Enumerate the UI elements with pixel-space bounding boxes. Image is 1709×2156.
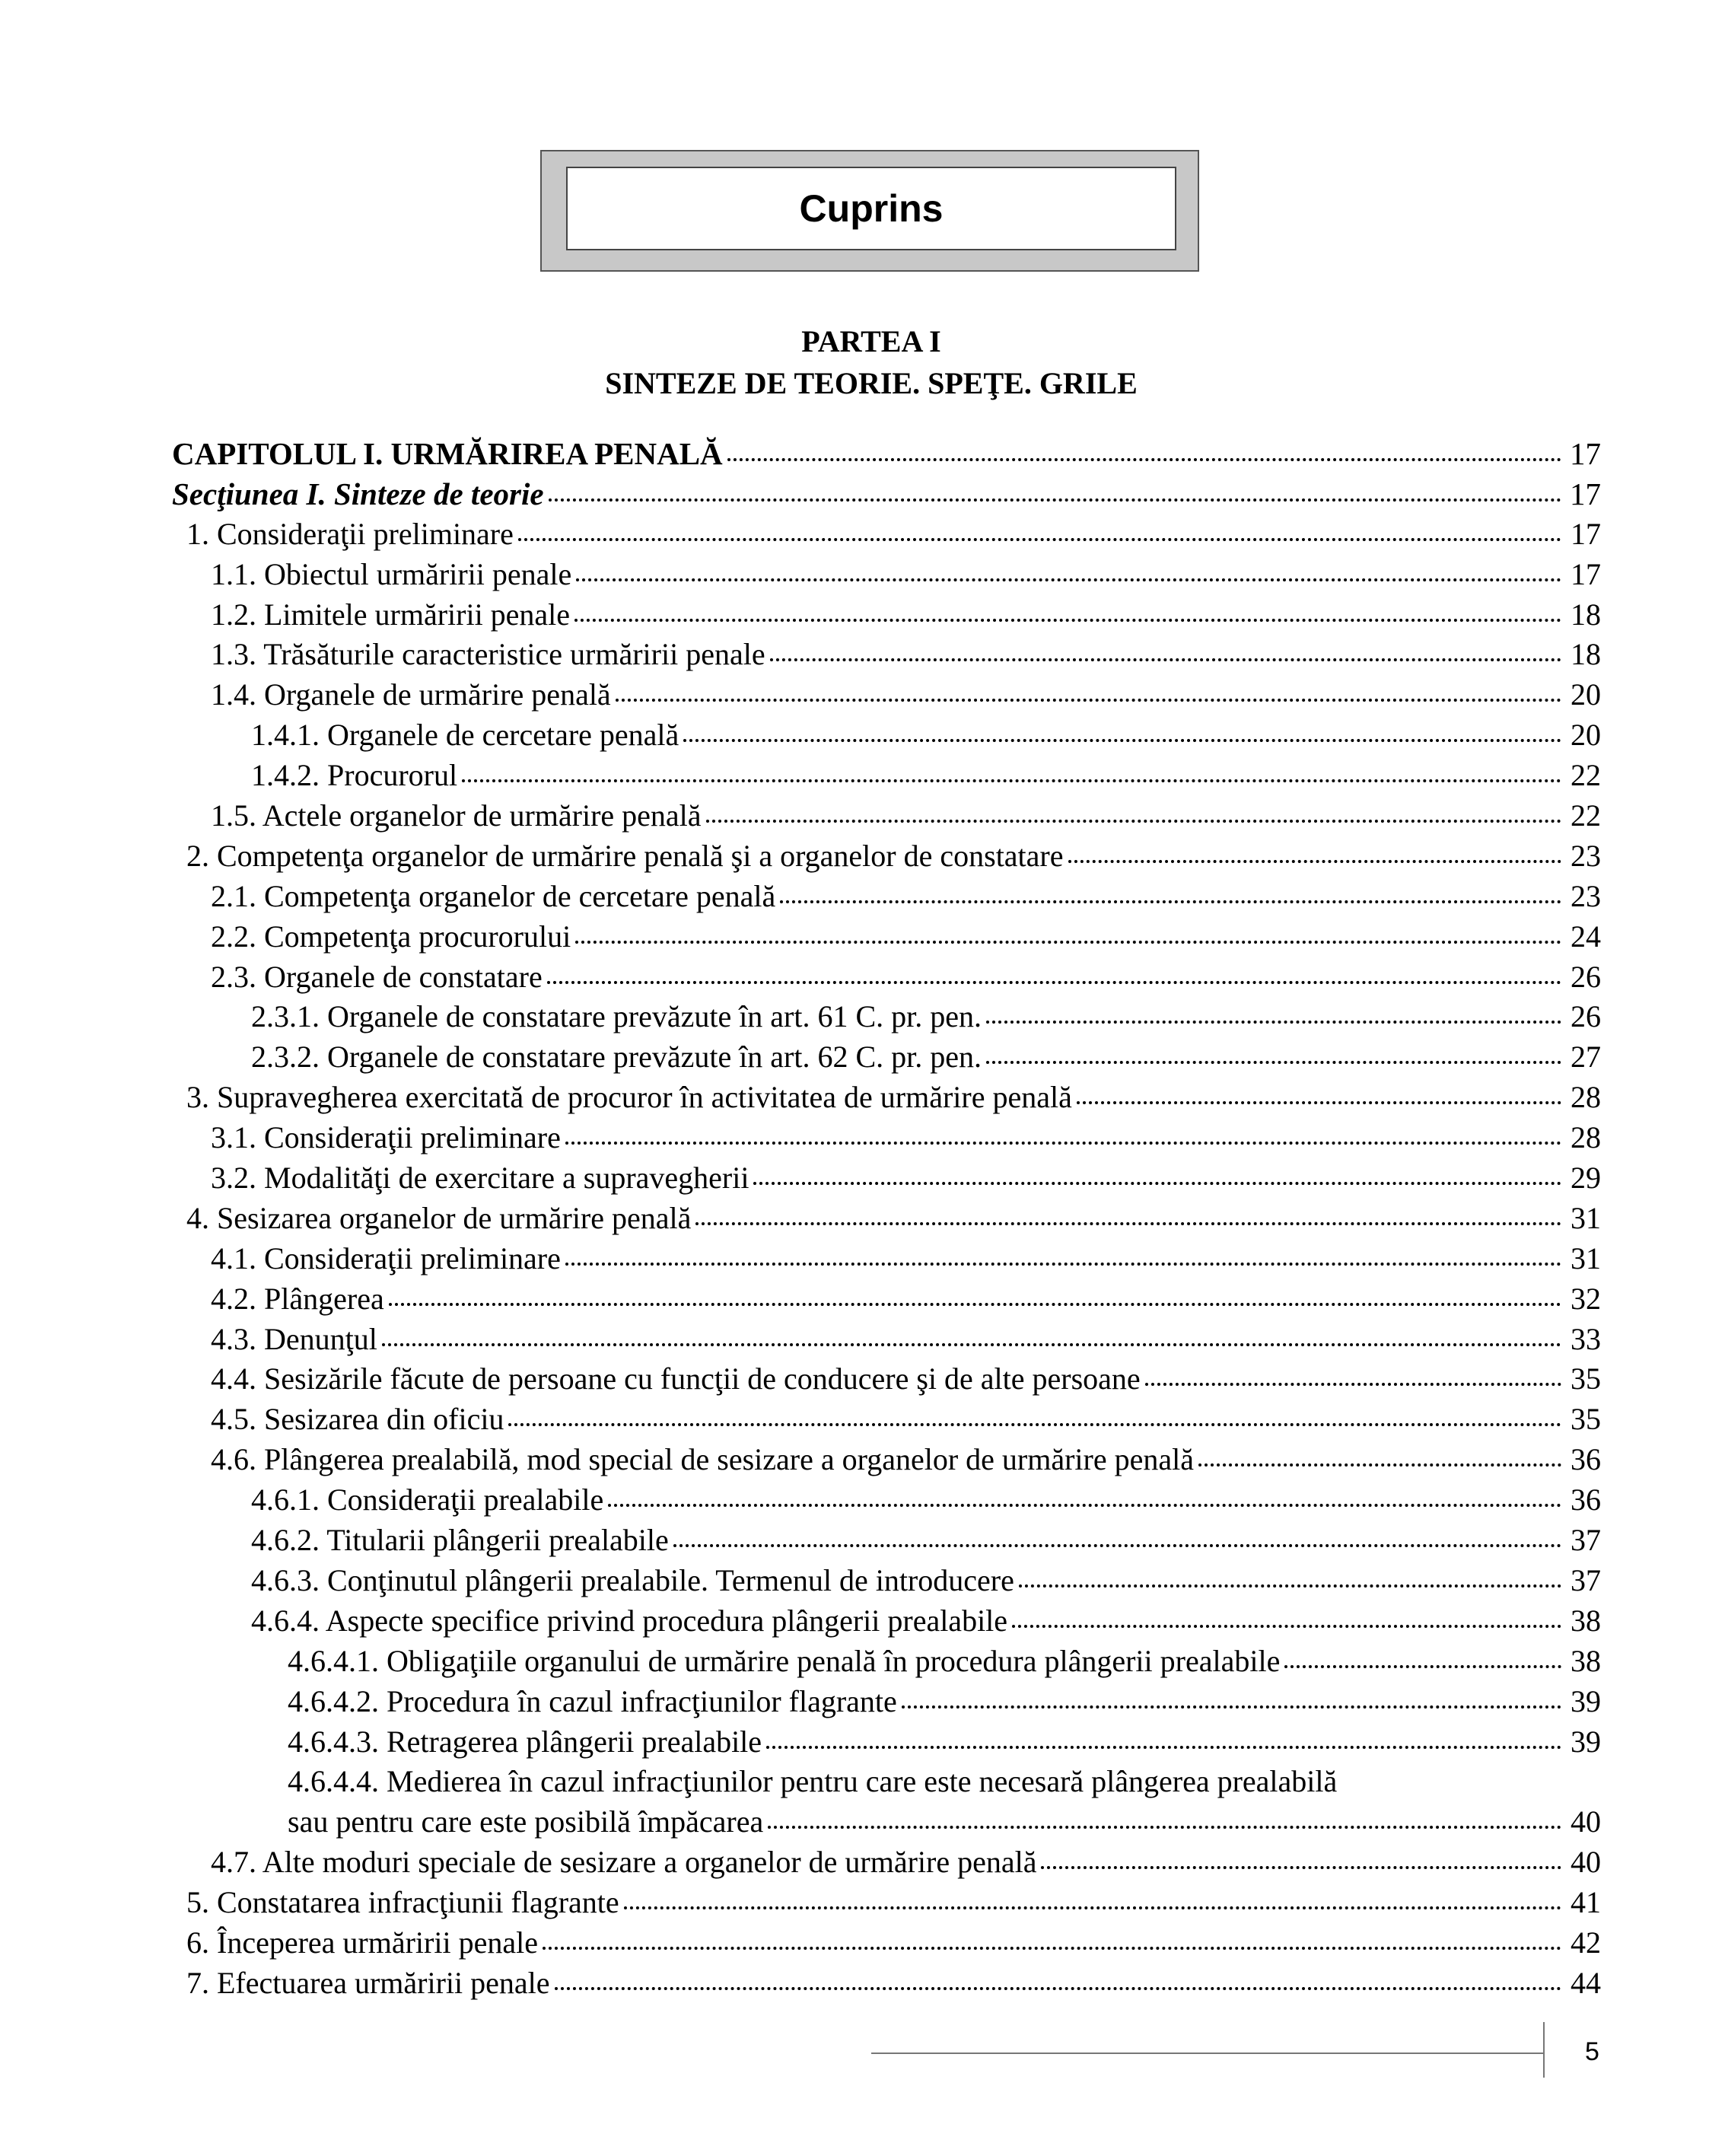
toc-entry-page: 38 — [1571, 1603, 1601, 1638]
dot-leader — [768, 1826, 1561, 1829]
dot-leader — [727, 458, 1561, 461]
dot-leader — [555, 1987, 1562, 1990]
toc-entry[interactable] — [172, 1642, 1601, 1682]
dot-leader — [518, 538, 1561, 541]
toc-entry-title: 2.1. Competenţa organelor de cercetare penală — [211, 878, 776, 913]
dot-leader — [575, 941, 1561, 944]
toc-entry-page: 26 — [1571, 959, 1601, 994]
toc-entry[interactable] — [172, 1923, 1601, 1963]
dot-leader — [543, 1947, 1561, 1950]
toc-entry-page: 28 — [1571, 1120, 1601, 1155]
toc-entry-page: 31 — [1571, 1200, 1601, 1235]
toc-entry-title: 4.2. Plângerea — [211, 1281, 384, 1316]
toc-entry-page: 17 — [1571, 556, 1601, 591]
dot-leader — [780, 900, 1561, 903]
toc-entry-page: 35 — [1571, 1361, 1601, 1396]
dot-leader — [1198, 1463, 1561, 1467]
toc-entry[interactable] — [172, 1158, 1601, 1199]
toc-entry[interactable] — [172, 1480, 1601, 1521]
dot-leader — [673, 1544, 1561, 1547]
toc-entry-title: Secţiunea I. Sinteze de teorie — [172, 476, 544, 511]
dot-leader — [547, 981, 1561, 984]
dot-leader — [389, 1303, 1561, 1306]
toc-entry[interactable] — [172, 1078, 1601, 1118]
toc-entry[interactable] — [172, 1521, 1601, 1561]
toc-entry-page: 18 — [1571, 597, 1601, 632]
toc-entry-page: 24 — [1571, 919, 1601, 954]
toc-entry-page: 22 — [1571, 798, 1601, 833]
toc-entry-title: 3.2. Modalităţi de exercitare a supravegherii — [211, 1161, 749, 1196]
dot-leader — [986, 1021, 1561, 1024]
toc-entry-page: 26 — [1571, 999, 1601, 1034]
dot-leader — [695, 1222, 1561, 1225]
toc-entry[interactable] — [172, 1037, 1601, 1078]
dot-leader — [766, 1746, 1561, 1749]
toc-entry-page: 33 — [1571, 1321, 1601, 1356]
toc-entry-page: 17 — [1570, 476, 1601, 511]
toc-entry[interactable] — [172, 796, 1601, 836]
toc-entry-page: 28 — [1571, 1080, 1601, 1115]
toc-entry-title: 2.3.2. Organele de constatare prevăzute în art. 62 C. pr. pen. — [251, 1040, 982, 1075]
toc-entry-title: 4.6.4.2. Procedura în cazul infracţiunilor flagrante — [288, 1683, 897, 1718]
part-label: PARTEA I — [801, 324, 941, 358]
toc-entry[interactable] — [172, 1601, 1601, 1642]
dot-leader — [624, 1906, 1561, 1909]
dot-leader — [574, 619, 1561, 622]
dot-leader — [576, 578, 1561, 581]
toc-entry[interactable] — [172, 877, 1601, 917]
dot-leader — [1041, 1866, 1561, 1869]
dot-leader — [1019, 1584, 1561, 1588]
toc-entry-title: CAPITOLUL I. URMĂRIREA PENALĂ — [172, 436, 723, 471]
dot-leader — [706, 820, 1561, 823]
toc-entry-title: 3. Supravegherea exercitată de procuror în activitatea de urmărire penală — [186, 1080, 1072, 1115]
toc-entry-title: 1.2. Limitele urmăririi penale — [211, 597, 571, 632]
toc-entry-title: 4.6.4.3. Retragerea plângerii prealabile — [288, 1724, 762, 1759]
toc-entry-page: 20 — [1571, 718, 1601, 753]
toc-entry-page: 38 — [1571, 1643, 1601, 1678]
toc-entry-page: 37 — [1571, 1562, 1601, 1597]
toc-entry[interactable] — [172, 1279, 1601, 1320]
toc-entry-title: 4.3. Denunţul — [211, 1321, 377, 1356]
dot-leader — [753, 1182, 1561, 1185]
toc-entry[interactable] — [172, 715, 1601, 756]
toc-entry-page: 39 — [1571, 1683, 1601, 1718]
toc-entry-title: 5. Constatarea infracţiunii flagrante — [186, 1885, 619, 1920]
toc-entry-title: 1. Consideraţii preliminare — [186, 516, 514, 551]
toc-entry-title: 4.1. Consideraţii preliminare — [211, 1240, 561, 1275]
footer-divider — [1543, 2022, 1545, 2078]
toc-entry-title: 4.6.4.1. Obligaţiile organului de urmărire penală în procedura plângerii prealabile — [288, 1643, 1281, 1678]
dot-leader — [565, 1142, 1561, 1145]
dot-leader — [1068, 860, 1562, 863]
toc-entry-page: 23 — [1571, 838, 1601, 873]
toc-entry-page: 37 — [1571, 1523, 1601, 1558]
toc-entry-page: 17 — [1571, 516, 1601, 551]
toc-title-frame — [540, 150, 1199, 272]
dot-leader — [462, 779, 1561, 782]
toc-entry-page: 22 — [1571, 758, 1601, 793]
toc-entry[interactable] — [172, 1239, 1601, 1279]
toc-entry[interactable] — [172, 1722, 1601, 1763]
dot-leader — [608, 1504, 1561, 1507]
toc-entry-title: 1.1. Obiectul urmăririi penale — [211, 556, 572, 591]
toc-entry-title: 1.5. Actele organelor de urmărire penală — [211, 798, 702, 833]
toc-entry[interactable] — [172, 1682, 1601, 1722]
toc-entry[interactable] — [172, 1118, 1601, 1158]
toc-entry-title: 2.3. Organele de constatare — [211, 959, 543, 994]
toc-entry-page: 32 — [1571, 1281, 1601, 1316]
toc-entry[interactable] — [172, 434, 1601, 474]
toc-entry-page: 29 — [1571, 1161, 1601, 1196]
toc-entry[interactable] — [172, 1320, 1601, 1360]
toc-entry[interactable] — [172, 997, 1601, 1037]
dot-leader — [508, 1423, 1561, 1426]
toc-entry-page: 36 — [1571, 1442, 1601, 1477]
dot-leader — [683, 739, 1561, 742]
toc-entry-page: 40 — [1571, 1845, 1601, 1880]
dot-leader — [565, 1263, 1561, 1266]
toc-entry-page: 44 — [1571, 1965, 1601, 2000]
toc-entry-title: 4.6. Plângerea prealabilă, mod special de sesizare a organelor de urmărire penală — [211, 1442, 1194, 1477]
dot-leader — [1145, 1383, 1561, 1386]
toc-entry[interactable] — [172, 1199, 1601, 1239]
toc-entry-page: 27 — [1571, 1040, 1601, 1075]
toc-entry[interactable] — [172, 514, 1601, 555]
toc-entry-page: 40 — [1571, 1804, 1601, 1839]
toc-entry-title: 1.3. Trăsăturile caracteristice urmăririi penale — [211, 637, 765, 672]
toc-entry-page: 35 — [1571, 1402, 1601, 1437]
toc-entry-page: 36 — [1571, 1482, 1601, 1517]
toc-entry-title-continued: sau pentru care este posibilă împăcarea — [288, 1804, 764, 1839]
toc-entry[interactable] — [172, 1762, 1601, 1802]
dot-leader — [1012, 1625, 1561, 1628]
toc-entry-title: 1.4.2. Procurorul — [251, 758, 458, 793]
toc-entry[interactable] — [172, 1400, 1601, 1440]
dot-leader — [1284, 1665, 1561, 1668]
toc-entry-title: 4.6.4. Aspecte specifice privind procedura plângerii prealabile — [251, 1603, 1008, 1638]
dot-leader — [770, 658, 1561, 661]
dot-leader — [902, 1705, 1561, 1709]
toc-entry-page: 23 — [1571, 878, 1601, 913]
toc-entry[interactable] — [172, 957, 1601, 998]
toc-entry[interactable] — [172, 756, 1601, 796]
toc-title-box — [566, 167, 1176, 250]
toc-entry[interactable] — [172, 1842, 1601, 1883]
toc-entry-page: 18 — [1571, 637, 1601, 672]
toc-entry[interactable] — [172, 917, 1601, 957]
toc-entry[interactable] — [172, 555, 1601, 595]
toc-entry-continuation[interactable] — [172, 1802, 1601, 1842]
toc-entry-title: 2. Competenţa organelor de urmărire penală şi a organelor de constatare — [186, 838, 1064, 873]
toc-entry-title: 4.4. Sesizările făcute de persoane cu funcţii de conducere şi de alte persoane — [211, 1361, 1141, 1396]
toc-entry-page: 41 — [1571, 1885, 1601, 1920]
dot-leader — [549, 498, 1561, 502]
dot-leader — [1077, 1101, 1561, 1104]
toc-entry-page: 20 — [1571, 677, 1601, 712]
toc-entry-title: 4.6.4.4. Medierea în cazul infracţiunilor pentru care este necesară plângerea prealabilă — [288, 1764, 1338, 1799]
toc-entry[interactable] — [172, 1963, 1601, 2004]
toc-entry-page: 17 — [1570, 436, 1601, 471]
toc-entry[interactable] — [172, 635, 1601, 675]
toc-entry[interactable] — [172, 1883, 1601, 1923]
toc-entry-title: 6. Începerea urmăririi penale — [186, 1925, 538, 1960]
footer-rule — [871, 2052, 1544, 2054]
toc-entry-title: 2.2. Competenţa procurorului — [211, 919, 571, 954]
toc-entry-title: 4.5. Sesizarea din oficiu — [211, 1402, 504, 1437]
toc-entry-title: 4.7. Alte moduri speciale de sesizare a organelor de urmărire penală — [211, 1845, 1037, 1880]
toc-entry-title: 1.4.1. Organele de cercetare penală — [251, 718, 679, 753]
toc-entry[interactable] — [172, 1440, 1601, 1480]
dot-leader — [986, 1061, 1561, 1064]
toc-entry-title: 1.4. Organele de urmărire penală — [211, 677, 611, 712]
toc-entry[interactable] — [172, 1561, 1601, 1601]
toc-entry-page: 42 — [1571, 1925, 1601, 1960]
toc-entry[interactable] — [172, 595, 1601, 635]
toc-entry[interactable] — [172, 474, 1601, 514]
toc-entry-title: 4. Sesizarea organelor de urmărire penală — [186, 1200, 692, 1235]
page-number: 5 — [1585, 2037, 1599, 2066]
toc-entry-title: 7. Efectuarea urmăririi penale — [186, 1965, 550, 2000]
toc-entry-title: 2.3.1. Organele de constatare prevăzute în art. 61 C. pr. pen. — [251, 999, 982, 1034]
table-of-contents — [172, 434, 1601, 2004]
toc-entry-page: 39 — [1571, 1724, 1601, 1759]
toc-entry[interactable] — [172, 675, 1601, 715]
dot-leader — [382, 1343, 1561, 1346]
toc-entry-title: 4.6.2. Titularii plângerii prealabile — [251, 1523, 669, 1558]
toc-entry[interactable] — [172, 1359, 1601, 1400]
toc-entry-title: 4.6.1. Consideraţii prealabile — [251, 1482, 604, 1517]
toc-entry-title: 3.1. Consideraţii preliminare — [211, 1120, 561, 1155]
toc-entry-page: 31 — [1571, 1240, 1601, 1275]
toc-entry[interactable] — [172, 836, 1601, 877]
part-subtitle: SINTEZE DE TEORIE. SPEŢE. GRILE — [605, 366, 1138, 400]
toc-entry-title: 4.6.3. Conţinutul plângerii prealabile. Termenul de introducere — [251, 1562, 1014, 1597]
page-title: Cuprins — [799, 187, 944, 230]
dot-leader — [616, 699, 1561, 702]
